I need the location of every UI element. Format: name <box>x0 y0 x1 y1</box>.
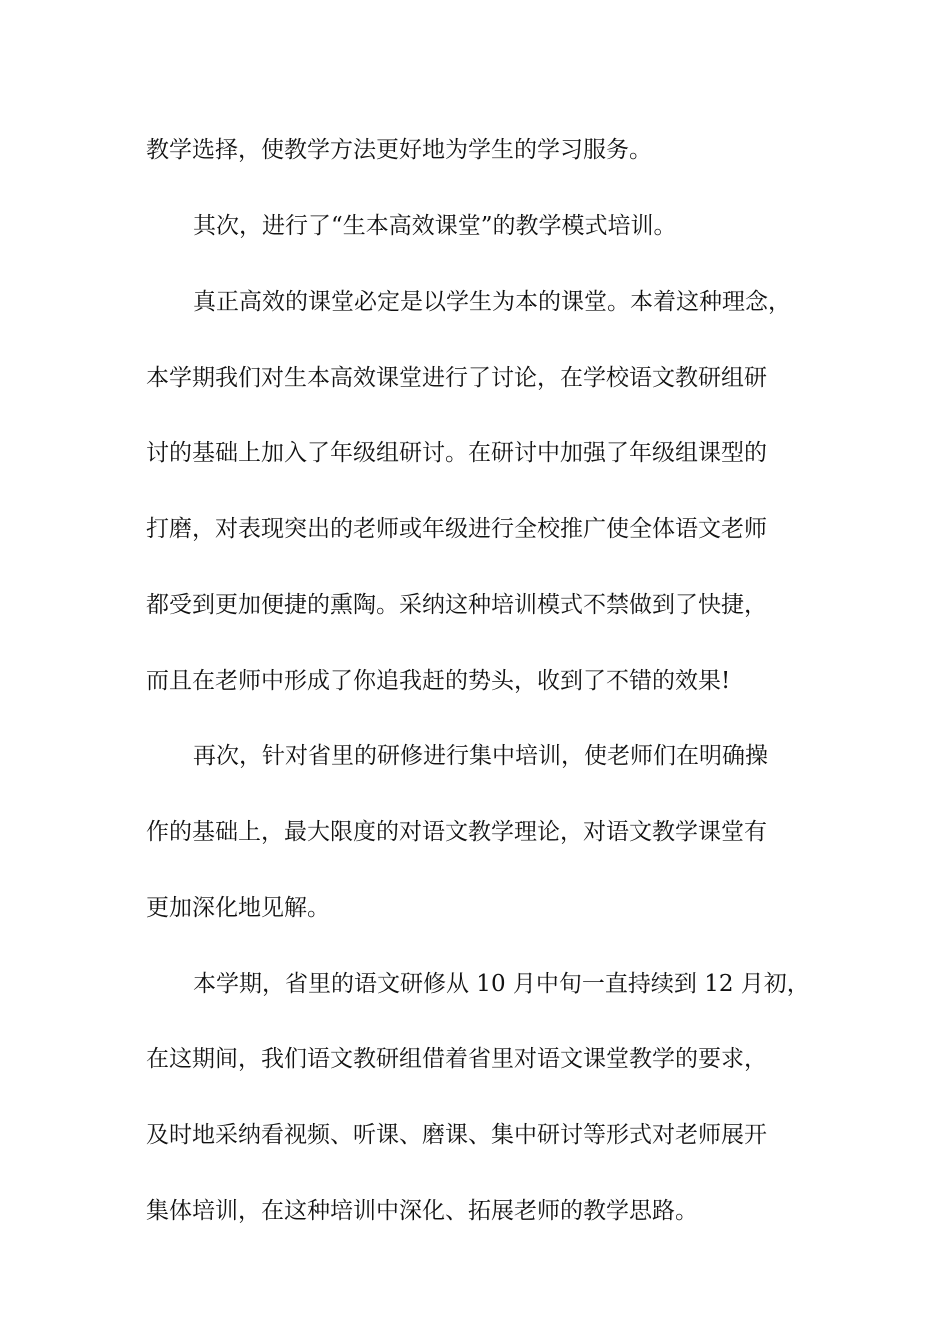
paragraph-first-line: 其次，进行了“生本高效课堂”的教学模式培训。 <box>193 213 677 239</box>
paragraph-first-line: 真正高效的课堂必定是以学生为本的课堂。本着这种理念， <box>193 289 791 315</box>
text-line: 及时地采纳看视频、听课、磨课、集中研讨等形式对老师展开 <box>146 1122 767 1148</box>
text-line: 而且在老师中形成了你追我赶的势头，收到了不错的效果! <box>146 668 731 694</box>
text-line: 作的基础上，最大限度的对语文教学理论，对语文教学课堂有 <box>146 819 767 845</box>
text-line: 打磨，对表现突出的老师或年级进行全校推广使全体语文老师 <box>146 516 767 542</box>
text-line: 更加深化地见解。 <box>146 895 330 921</box>
text-line: 本学期我们对生本高效课堂进行了讨论，在学校语文教研组研 <box>146 365 767 391</box>
text-line: 在这期间，我们语文教研组借着省里对语文课堂教学的要求， <box>146 1046 767 1072</box>
text-line: 教学选择，使教学方法更好地为学生的学习服务。 <box>146 137 652 163</box>
text-line: 讨的基础上加入了年级组研讨。在研讨中加强了年级组课型的 <box>146 440 767 466</box>
text-line: 都受到更加便捷的熏陶。采纳这种培训模式不禁做到了快捷， <box>146 592 767 618</box>
paragraph-first-line: 本学期，省里的语文研修从 10 月中旬一直持续到 12 月初， <box>193 971 810 997</box>
paragraph-first-line: 再次，针对省里的研修进行集中培训，使老师们在明确操 <box>193 743 768 769</box>
text-line: 集体培训，在这种培训中深化、拓展老师的教学思路。 <box>146 1198 698 1224</box>
